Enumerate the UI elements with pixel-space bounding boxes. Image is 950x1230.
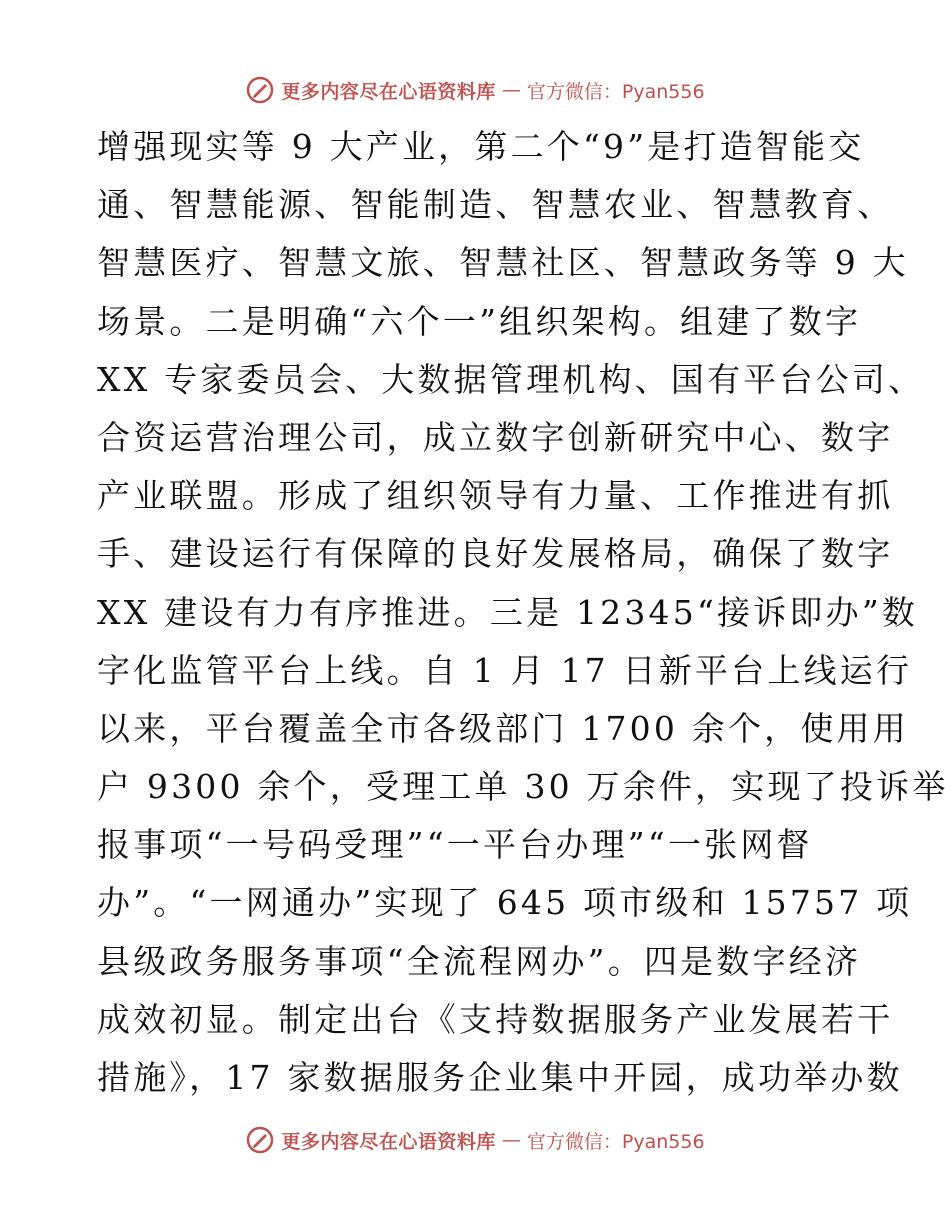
watermark-dash: — bbox=[501, 79, 521, 101]
document-body bbox=[97, 118, 949, 1107]
body-line: 智慧医疗、智慧文旅、智慧社区、智慧政务等 9 大 bbox=[97, 243, 909, 283]
body-line: 产业联盟。形成了组织领导有力量、工作推进有抓 bbox=[97, 476, 894, 516]
body-line: 措施》，17 家数据服务企业集中开园，成功举办数 bbox=[97, 1058, 903, 1097]
body-line: 报事项“一号码受理”“一平台办理”“一张网督 bbox=[97, 825, 813, 865]
watermark-dash: — bbox=[501, 1129, 521, 1151]
body-line: 字化监管平台上线。自 1 月 17 日新平台上线运行 bbox=[97, 650, 913, 690]
watermark-brand-text: 更多内容尽在心语资料库 bbox=[281, 1130, 496, 1153]
footer-watermark bbox=[0, 1122, 950, 1158]
body-line: XX 建设有力有序推进。三是 12345“接诉即办”数 bbox=[97, 592, 919, 632]
body-line: 办”。“一网通办”实现了 645 项市级和 15757 项 bbox=[97, 883, 913, 923]
body-line: 县级政务服务事项“全流程网办”。四是数字经济 bbox=[97, 941, 862, 981]
header-watermark bbox=[0, 72, 950, 108]
body-line: 成效初显。制定出台《支持数据服务产业发展若干 bbox=[97, 999, 894, 1039]
body-line: 户 9300 余个，受理工单 30 万余件，实现了投诉举 bbox=[97, 767, 949, 807]
watermark-brand-text: 更多内容尽在心语资料库 bbox=[281, 80, 496, 103]
brand-logo-icon bbox=[245, 1125, 275, 1155]
body-line: 通、智慧能源、智能制造、智慧农业、智慧教育、 bbox=[97, 185, 894, 225]
body-line: 以来，平台覆盖全市各级部门 1700 余个，使用用 bbox=[97, 708, 909, 748]
brand-logo-icon bbox=[245, 75, 275, 105]
body-line: 合资运营治理公司，成立数字创新研究中心、数字 bbox=[97, 417, 894, 457]
watermark-wechat-text: 官方微信：Pyan556 bbox=[526, 1130, 705, 1153]
body-line: 场景。二是明确“六个一”组织架构。组建了数字 bbox=[97, 301, 862, 341]
body-line: XX 专家委员会、大数据管理机构、国有平台公司、 bbox=[97, 359, 925, 399]
watermark-wechat-text: 官方微信：Pyan556 bbox=[526, 80, 705, 103]
body-line: 手、建设运行有保障的良好发展格局，确保了数字 bbox=[97, 534, 894, 574]
body-line: 增强现实等 9 大产业，第二个“9”是打造智能交 bbox=[97, 127, 865, 166]
